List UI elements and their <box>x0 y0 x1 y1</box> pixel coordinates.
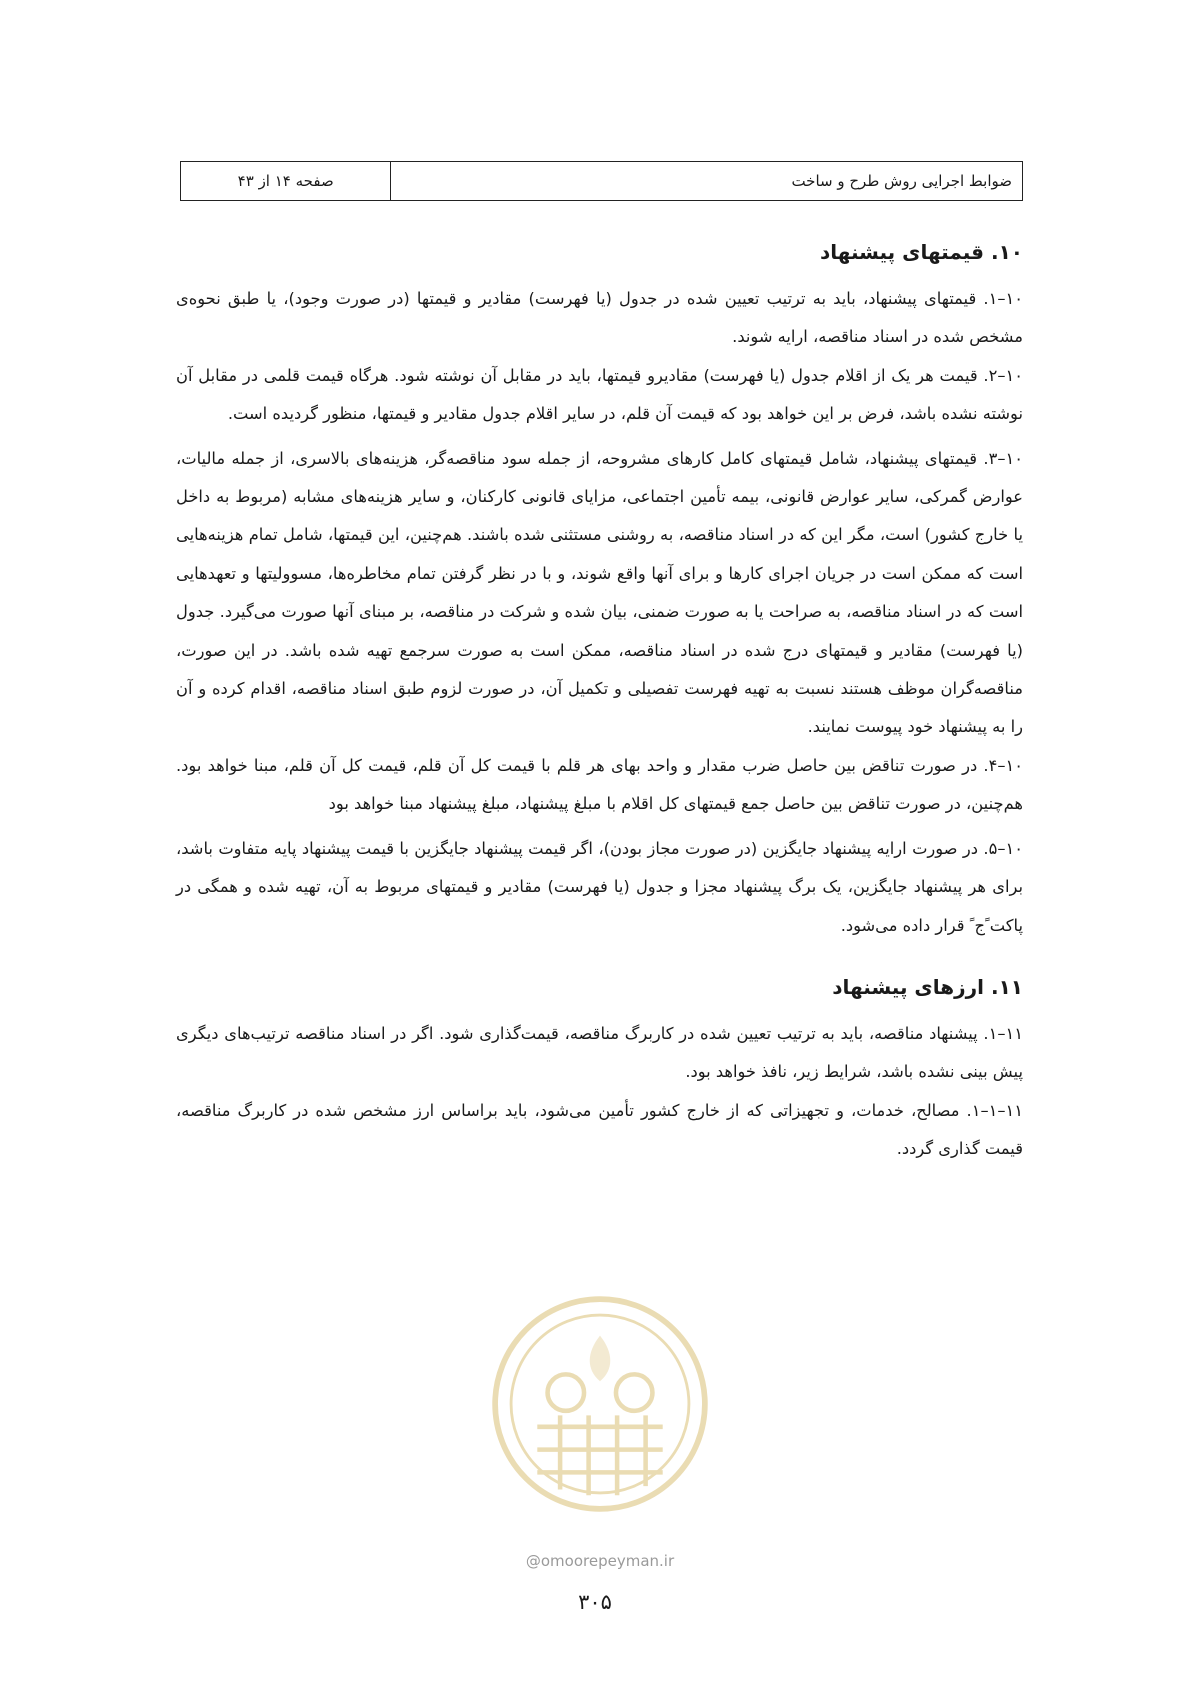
clause-10-1: ۱۰–۱. قیمتهای پیشنهاد، باید به ترتیب تعیین شده در جدول (یا فهرست) مقادیر و قیمتها (در صورت وجود)، یا طبق نحوه‌ی مشخص شده در اسناد مناقصه، ارایه شوند. <box>176 289 1023 347</box>
section-11-heading: ۱۱. ارزهای پیشنهاد <box>832 974 1023 999</box>
clause-10-4: ۱۰–۴. در صورت تناقض بین حاصل ضرب مقدار و واحد بهای هر قلم با قیمت کل آن قلم، قیمت کل آن قلم، مبنا خواهد بود. هم‌چنین، در صورت تناقض بین حاصل جمع قیمتهای کل اقلام با مبلغ پیشنهاد، مبلغ پیشنهاد مبنا خواهد بود <box>176 755 1023 814</box>
header-table <box>180 161 1023 201</box>
clause-11-1: ۱۱–۱. پیشنهاد مناقصه، باید به ترتیب تعیین شده در کاربرگ مناقصه، قیمت‌گذاری شود. اگر در اسناد مناقصه ترتیب‌های دیگری پیش بینی نشده باشد، شرایط زیر، نافذ خواهد بود. <box>176 1023 1023 1082</box>
clause-11-1-1: ۱۱–۱–۱. مصالح، خدمات، و تجهیزاتی که از خارج کشور تأمین می‌شود، باید براساس ارز مشخص شده در کاربرگ مناقصه، قیمت گذاری گردد. <box>176 1100 1023 1159</box>
document-body <box>176 234 1023 1169</box>
clause-10-5: ۱۰–۵. در صورت ارایه پیشنهاد جایگزین (در صورت مجاز بودن)، اگر قیمت پیشنهاد جایگزین با قیمت پیشنهاد پایه متفاوت باشد، برای هر پیشنهاد جایگزین، یک برگ پیشنهاد مجزا و جدول (یا فهرست) مقادیر و قیمتهای مربوط به آن، تهیه شده و همگی در پاکت ًج ً قرار داده می‌شود. <box>176 838 1023 935</box>
page-number: ۳۰۵ <box>578 1590 612 1614</box>
clause-10-2: ۱۰–۲. قیمت هر یک از اقلام جدول (یا فهرست) مقادیرو قیمتها، باید در مقابل آن نوشته شود. هرگاه قیمت قلمی در مقابل آن نوشته نشده باشد، فرض بر این خواهد بود که قیمت آن قلم، در سایر اقلام جدول مقادیر و قیمتها، منظور گردیده است. <box>176 365 1023 424</box>
section-10-heading: ۱۰. قیمتهای پیشنهاد <box>820 240 1023 264</box>
document-title: ضوابط اجرایی روش طرح و ساخت <box>391 162 1023 201</box>
watermark-url: @omoorepeyman.ir <box>525 1552 675 1570</box>
watermark-logo-icon <box>486 1290 714 1518</box>
page-info: صفحه ۱۴ از ۴۳ <box>181 162 391 201</box>
clause-10-3: ۱۰–۳. قیمتهای پیشنهاد، شامل قیمتهای کامل کارهای مشروحه، از جمله سود مناقصه‌گر، هزینه‌های بالاسری، از جمله مالیات، عوارض گمرکی، سایر عوارض قانونی، بیمه تأمین اجتماعی، مزایای قانونی کارکنان، و سایر هزینه‌های مشابه (مربوط به داخل یا خارج کشور) است، مگر این که در اسناد مناقصه، به روشنی مستثنی شده باشند. هم‌چنین، این قیمتها، شامل تمام هزینه‌هایی است که ممکن است در جریان اجرای کارها و برای آنها واقع شوند، و با در نظر گرفتن تمام مخاطره‌ها، مسوولیتها و تعهدهایی است که در اسناد مناقصه، به صراحت یا به صورت ضمنی، بیان شده و شرکت در مناقصه، بر مبنای آنها صورت می‌گیرد. جدول (یا فهرست) مقادیر و قیمتهای درج شده در اسناد مناقصه، ممکن است به صورت سرجمع تهیه شده باشد. در این صورت، مناقصه‌گران موظف هستند نسبت به تهیه فهرست تفصیلی و تکمیل آن، در صورت لزوم طبق اسناد مناقصه، اقدام کرده و آن را به پیشنهاد خود پیوست نمایند. <box>176 448 1023 737</box>
